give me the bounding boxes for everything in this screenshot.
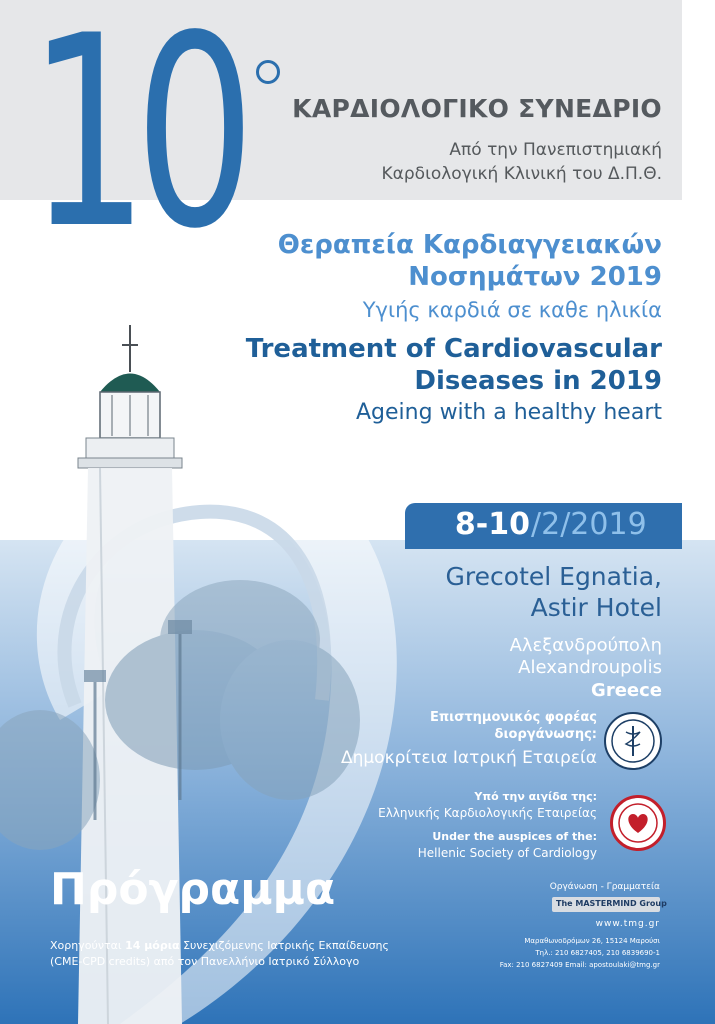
organizer-line-2: Καρδιολογική Κλινική του Δ.Π.Θ.: [381, 164, 662, 184]
greek-subtitle: Υγιής καρδιά σε καθε ηλικία: [362, 298, 662, 322]
organizer-phone: Τηλ.: 210 6827405, 210 6839690-1: [535, 949, 660, 957]
english-title-line-1: Treatment of Cardiovascular: [245, 334, 662, 364]
cme-credits-line-2: (CME-CPD credits) από τον Πανελλήνιο Ιατρικό Σύλλογο: [50, 955, 360, 968]
venue-line-2: Astir Hotel: [530, 593, 662, 622]
venue-line-1: Grecotel Egnatia,: [445, 562, 662, 591]
date-month-year: /2/2019: [531, 507, 647, 542]
democritus-society-seal-icon: [604, 712, 662, 770]
scientific-organizer-label-2: διοργάνωσης:: [494, 727, 597, 742]
organizer-line-1: Από την Πανεπιστημιακή: [449, 140, 662, 160]
organizer-fax-email: Fax: 210 6827409 Email: apostoulaki@tmg.gr: [499, 961, 660, 969]
english-subtitle: Ageing with a healthy heart: [356, 400, 662, 425]
cme-text-pre: Χορηγούνται: [50, 939, 126, 952]
edition-number: 10: [28, 0, 242, 287]
auspices-english-label: Under the auspices of the:: [432, 830, 597, 843]
organizer-website[interactable]: www.tmg.gr: [595, 919, 660, 929]
hellenic-cardiology-society-seal-icon: [610, 795, 666, 851]
program-title: Πρόγραμμα: [50, 864, 336, 915]
cme-credits-count: 14 μόρια: [125, 939, 180, 952]
english-title-line-2: Diseases in 2019: [414, 366, 662, 396]
organizer-company-label: Οργάνωση - Γραμματεία: [549, 882, 660, 892]
scientific-organizer-label-1: Επιστημονικός φορέας: [429, 710, 597, 725]
mastermind-logo-text: The MASTERMIND Group: [556, 899, 667, 908]
congress-title: ΚΑΡΔΙΟΛΟΓΙΚΟ ΣΥΝΕΔΡΙΟ: [292, 94, 662, 123]
greek-title-line-1: Θεραπεία Καρδιαγγειακών: [277, 230, 662, 260]
greek-title-line-2: Νοσημάτων 2019: [408, 262, 662, 292]
country: Greece: [591, 680, 662, 701]
organizer-address: Μαραθωνοδρόμων 26, 15124 Μαρούσι: [524, 937, 660, 945]
city-greek: Αλεξανδρούπολη: [509, 635, 662, 656]
scientific-organizer-society: Δημοκρίτεια Ιατρική Εταιρεία: [340, 748, 597, 768]
cme-credits-line-1: [50, 939, 430, 952]
ordinal-degree-mark: [256, 60, 280, 84]
cme-text-post: Συνεχιζόμενης Ιατρικής Εκπαίδευσης: [179, 939, 389, 952]
auspices-greek-society: Ελληνικής Καρδιολογικής Εταιρείας: [378, 806, 597, 820]
auspices-greek-label: Υπό την αιγίδα της:: [474, 790, 597, 803]
date-days: 8-10: [454, 507, 530, 542]
auspices-english-society: Hellenic Society of Cardiology: [417, 846, 597, 860]
city-english: Alexandroupolis: [518, 657, 662, 678]
